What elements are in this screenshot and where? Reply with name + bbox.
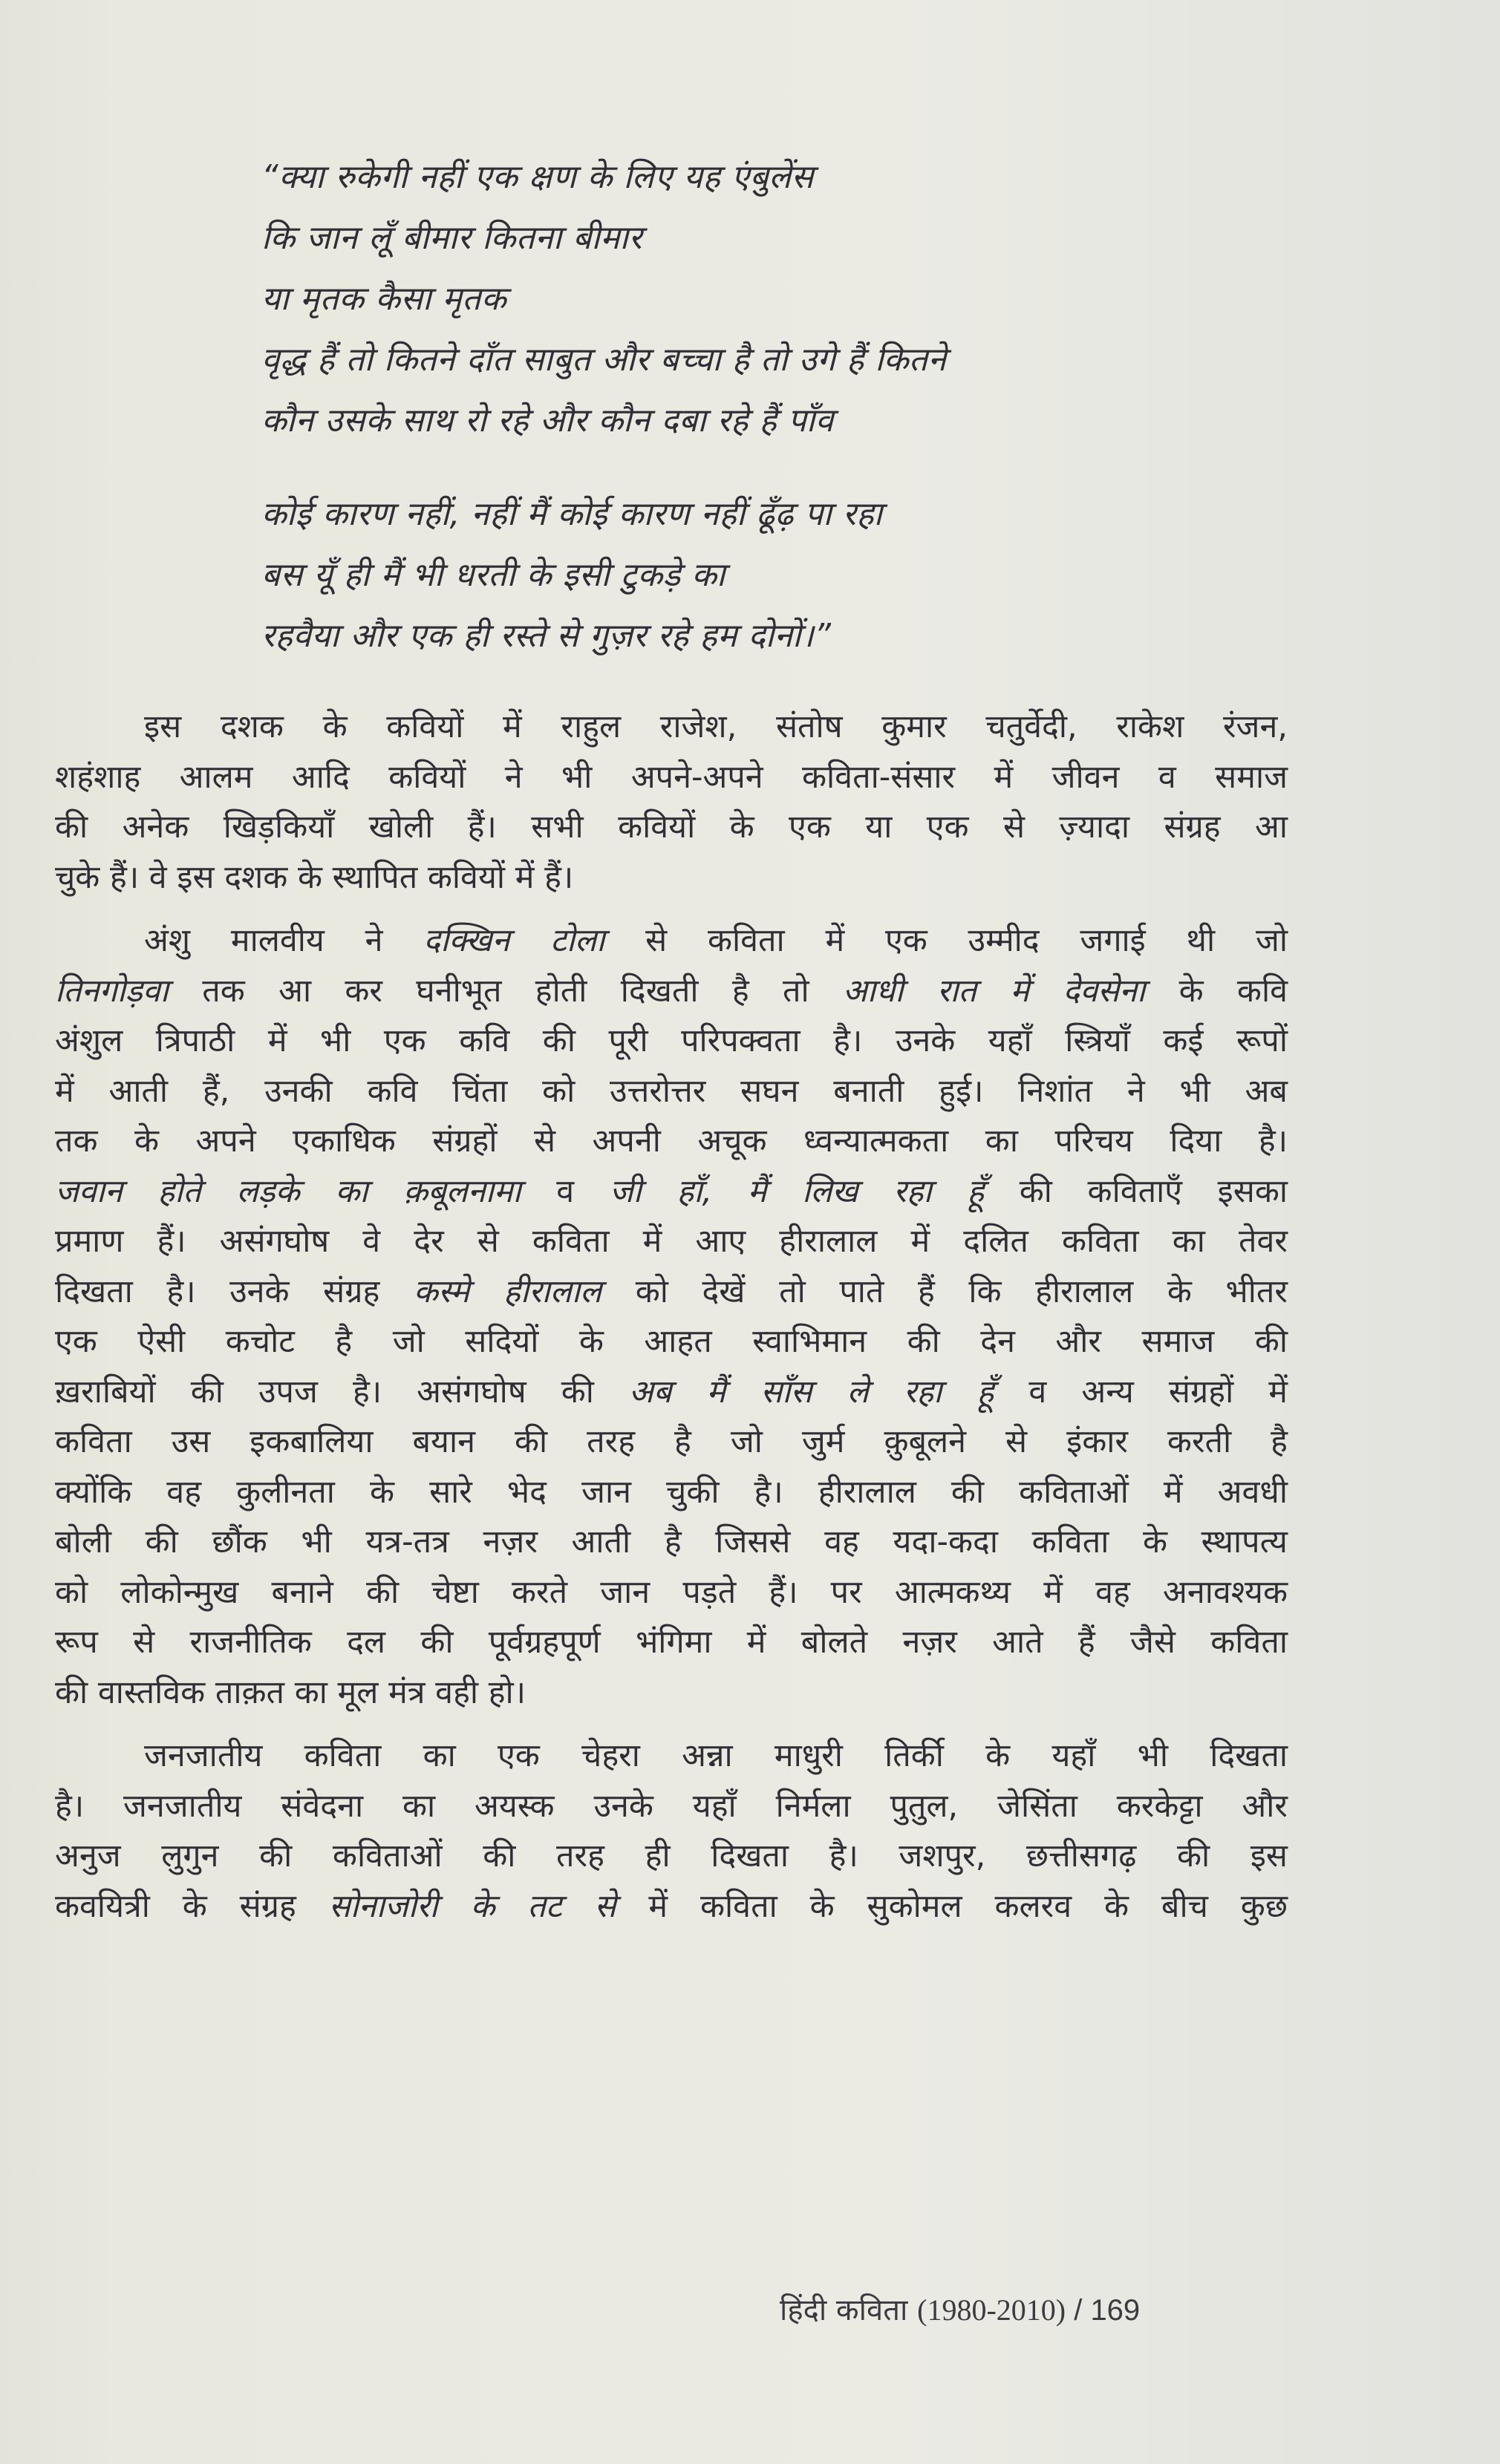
- text-line: [55, 1067, 1288, 1117]
- text-line: [55, 1267, 1288, 1318]
- text-line: [55, 1618, 1288, 1668]
- running-title: हिंदी कविता: [780, 2293, 908, 2327]
- poem-line: या मृतक कैसा मृतक: [261, 280, 507, 318]
- poem-line: कौन उसके साथ रो रहे और कौन दबा रहे हैं पाँव: [261, 402, 834, 439]
- text-run: से कविता में एक उम्मीद जगाई थी जो: [604, 922, 1288, 959]
- text-line: [55, 1668, 1288, 1719]
- text-run: अंशुल त्रिपाठी में भी एक कवि की पूरी परिपक्वता है। उनके यहाँ स्त्रियाँ कई रूपों: [55, 1022, 1288, 1059]
- poem-line: “क्या रुकेगी नहीं एक क्षण के लिए यह एंबुलेंस: [261, 158, 814, 196]
- text-run: अनुज लुगुन की कविताओं की तरह ही दिखता है। जशपुर, छत्तीसगढ़ की इस: [55, 1837, 1288, 1875]
- text-run: क्योंकि वह कुलीनता के सारे भेद जान चुकी है। हीरालाल की कविताओं में अवधी: [55, 1473, 1288, 1511]
- text-run: कविता उस इकबालिया बयान की तरह है जो जुर्म क़ुबूलने से इंकार करती है: [55, 1423, 1288, 1460]
- text-line: [55, 967, 1288, 1017]
- italic-title: कस्मे हीरालाल: [413, 1272, 602, 1310]
- text-run: को लोकोन्मुख बनाने की चेष्टा करते जान पड़ते हैं। पर आत्मकथ्य में वह अनावश्यक: [55, 1573, 1288, 1611]
- text-run: में कविता के सुकोमल कलरव के बीच कुछ: [616, 1887, 1288, 1925]
- text-line: [55, 1468, 1288, 1518]
- text-run: तक आ कर घनीभूत होती दिखती है तो: [168, 972, 843, 1010]
- text-run: दिखता है। उनके संग्रह: [55, 1272, 414, 1310]
- text-run: रूप से राजनीतिक दल की पूर्वग्रहपूर्ण भंगिमा में बोलते नज़र आते हैं जैसे कविता: [55, 1624, 1288, 1661]
- poem-stanza: [261, 484, 1338, 667]
- poem-line: रहवैया और एक ही रस्ते से गुज़र रहे हम दोनों।”: [261, 617, 832, 655]
- quoted-poem: [261, 147, 1338, 699]
- text-run: को देखें तो पाते हैं कि हीरालाल के भीतर: [601, 1272, 1288, 1310]
- text-line: [55, 702, 1288, 753]
- text-run: है। जनजातीय संवेदना का अयस्क उनके यहाँ निर्मला पुतुल, जेसिंता करकेट्टा और: [55, 1787, 1288, 1825]
- text-run: की कविताएँ इसका: [984, 1172, 1288, 1210]
- text-line: [55, 1367, 1288, 1418]
- text-line: [55, 1782, 1288, 1832]
- text-line: [55, 1167, 1288, 1218]
- poem-stanza: [261, 147, 1338, 451]
- text-run: एक ऐसी कचोट है जो सदियों के आहत स्वाभिमान की देन और समाज की: [55, 1323, 1288, 1360]
- italic-title: सोनाजोरी के तट से: [328, 1887, 616, 1925]
- italic-title: जी हाँ, मैं लिख रहा हूँ: [609, 1172, 985, 1210]
- text-run: की वास्तविक ताक़त का मूल मंत्र वही हो।: [55, 1673, 526, 1711]
- text-line: [55, 1417, 1288, 1468]
- text-run: इस दशक के कवियों में राहुल राजेश, संतोष कुमार चतुर्वेदी, राकेश रंजन,: [144, 708, 1288, 745]
- paragraph: [55, 916, 1288, 1718]
- italic-title: अब मैं साँस ले रहा हूँ: [629, 1373, 994, 1411]
- poem-line: कि जान लूँ बीमार कितना बीमार: [261, 219, 642, 257]
- text-run: की अनेक खिड़कियाँ खोली हैं। सभी कवियों के एक या एक से ज़्यादा संग्रह आ: [55, 808, 1288, 846]
- poem-line: कोई कारण नहीं, नहीं मैं कोई कारण नहीं ढूँढ़ पा रहा: [261, 495, 883, 533]
- footer-separator: /: [1066, 2294, 1091, 2327]
- text-line: [55, 1117, 1288, 1167]
- text-run: व: [521, 1172, 610, 1210]
- text-line: [55, 753, 1288, 803]
- text-run: कवयित्री के संग्रह: [55, 1887, 329, 1925]
- text-run: तक के अपने एकाधिक संग्रहों से अपनी अचूक ध्वन्यात्मकता का परिचय दिया है।: [55, 1122, 1288, 1160]
- text-run: में आती हैं, उनकी कवि चिंता को उत्तरोत्तर सघन बनाती हुई। निशांत ने भी अब: [55, 1072, 1288, 1110]
- italic-title: तिनगोड़वा: [55, 972, 169, 1010]
- text-line: [55, 853, 1288, 903]
- text-run: प्रमाण हैं। असंगघोष वे देर से कविता में आए हीरालाल में दलित कविता का तेवर: [55, 1223, 1288, 1260]
- text-run: के कवि: [1145, 972, 1288, 1010]
- text-line: [55, 916, 1288, 967]
- text-line: [55, 1217, 1288, 1267]
- poem-line: बस यूँ ही मैं भी धरती के इसी टुकड़े का: [261, 556, 725, 594]
- italic-title: आधी रात में देवसेना: [842, 972, 1146, 1010]
- text-run: व अन्य संग्रहों में: [994, 1373, 1288, 1411]
- text-run: शहंशाह आलम आदि कवियों ने भी अपने-अपने कविता-संसार में जीवन व समाज: [55, 758, 1288, 796]
- italic-title: जवान होते लड़के का क़बूलनामा: [55, 1172, 521, 1210]
- poem-line: वृद्ध हैं तो कितने दाँत साबुत और बच्चा है तो उगे हैं कितने: [261, 341, 947, 379]
- text-line: [55, 1517, 1288, 1568]
- text-run: ख़राबियों की उपज है। असंगघोष की: [55, 1373, 629, 1411]
- text-line: [55, 803, 1288, 853]
- text-run: चुके हैं। वे इस दशक के स्थापित कवियों में हैं।: [55, 858, 574, 896]
- text-run: बोली की छौंक भी यत्र-तत्र नज़र आती है जिससे वह यदा-कदा कविता के स्थापत्य: [55, 1523, 1288, 1561]
- text-line: [55, 1882, 1288, 1932]
- text-line: [55, 1731, 1288, 1782]
- text-run: जनजातीय कविता का एक चेहरा अन्ना माधुरी तिर्की के यहाँ भी दिखता: [144, 1737, 1288, 1774]
- running-title-years: (1980-2010): [917, 2293, 1066, 2327]
- paragraph: [55, 702, 1288, 903]
- text-line: [55, 1016, 1288, 1067]
- body-text: [55, 702, 1288, 1945]
- text-line: [55, 1568, 1288, 1618]
- text-line: [55, 1317, 1288, 1367]
- text-line: [55, 1831, 1288, 1882]
- text-run: अंशु मालवीय ने: [144, 922, 424, 959]
- italic-title: दक्खिन टोला: [423, 922, 605, 959]
- page-number: 169: [1090, 2294, 1141, 2327]
- paragraph: [55, 1731, 1288, 1932]
- page-footer: [780, 2288, 1140, 2329]
